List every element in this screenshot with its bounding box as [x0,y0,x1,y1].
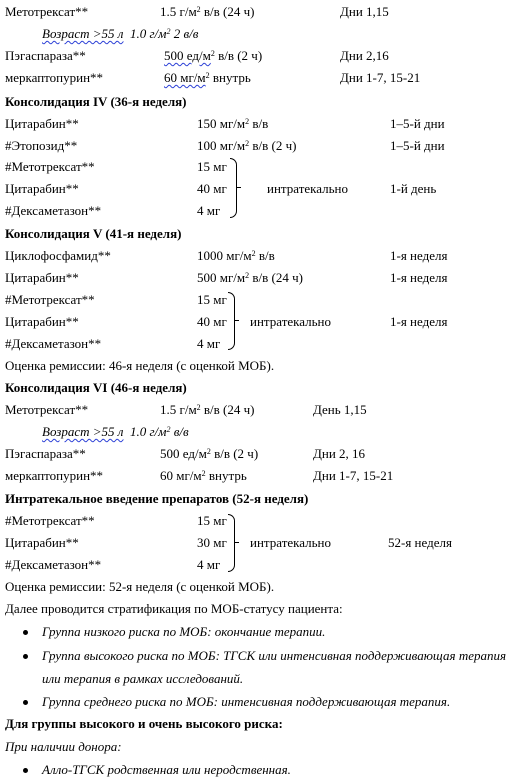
drug-dose: 1.5 $г/м^2$ в/в (24 ч) [160,4,255,19]
bullet-marker [23,700,28,705]
brace [230,158,237,218]
drug-days: Дни 1-7, 15-21 [313,468,394,483]
drug-dose: 1.5 $г/м^2$ в/в (24 ч) [160,402,255,417]
it-drug-name: #Метотрексат** [5,292,95,307]
drug-name: Пэгаспарaза** [5,446,86,461]
it-drug-name: #Дексаметазон** [5,336,102,351]
drug-name: меркаптопурин** [5,70,104,85]
drug-name: Цитарабин** [5,270,79,285]
it-drug-name: Цитарабин** [5,181,79,196]
section-heading: Интратекальное введение препаратов (52-я неделя) [5,491,309,506]
remission-note: Оценка ремиссии: 46-я неделя (с оценкой МОБ). [5,358,275,373]
drug-name: Метотрексат** [5,4,89,19]
drug-days: Дни 2, 16 [313,446,366,461]
it-drug-name: #Дексаметазон** [5,203,102,218]
bullet-marker [23,768,28,773]
drug-days: Дни 2,16 [340,48,389,63]
bullet-text: Алло-ТГСК родственная или неродственная. [42,762,291,777]
drug-days: 1-я неделя [390,248,448,263]
it-drug-dose: 15 мг [197,159,227,174]
bullet-marker [23,654,28,659]
drug-days: 1–5-й дни [390,116,445,131]
it-day: 52-я неделя [388,535,452,550]
drug-dose: 500 $мг/м^2$ в/в (24 ч) [197,270,303,285]
section-heading: Консолидация VI (46-я неделя) [5,380,187,395]
drug-dose: 150 $мг/м^2$ в/в [197,116,269,131]
drug-dose: 500 $ед/м^2$ в/в (2 ч) [164,48,263,63]
drug-name: Пэгаспарaза** [5,48,86,63]
it-drug-name: #Метотрексат** [5,159,95,174]
drug-days: 1-я неделя [390,270,448,285]
drug-dose: 100 $мг/м^2$ в/в (2 ч) [197,138,297,153]
bullet-text: Группа низкого риска по МОБ: окончание терапии. [42,624,326,639]
drug-days: Дни 1-7, 15-21 [340,70,421,85]
it-drug-dose: 4 мг [197,557,221,572]
drug-days: День 1,15 [313,402,367,417]
donor-note: При наличии донора: [5,739,122,754]
section-heading: Для группы высокого и очень высокого риска: [5,716,283,731]
drug-name: Метотрексат** [5,402,89,417]
it-drug-dose: 4 мг [197,203,221,218]
brace [228,514,235,572]
section-heading: Консолидация V (41-я неделя) [5,226,182,241]
age-note: Возраст >55 л 1.0 $г/м^2$ в/в [42,424,189,439]
bullet-text: Группа высокого риска по МОБ: ТГСК или интенсивная поддерживающая терапия [42,648,507,663]
it-day: 1-я неделя [390,314,448,329]
drug-name: Циклофосфамид** [5,248,111,263]
drug-dose: 500 $ед/м^2$ в/в (2 ч) [160,446,259,461]
it-drug-dose: 40 мг [197,181,227,196]
it-drug-dose: 15 мг [197,513,227,528]
drug-dose: 1000 $мг/м^2$ в/в [197,248,275,263]
it-drug-dose: 15 мг [197,292,227,307]
drug-name: Цитарабин** [5,116,79,131]
drug-name: #Этопозид** [5,138,78,153]
it-drug-name: Цитарабин** [5,535,79,550]
remission-note: Оценка ремиссии: 52-я неделя (с оценкой МОБ). [5,579,275,594]
bullet-text: или терапия в рамках исследований. [42,671,244,686]
drug-dose: 60 $мг/м^2$ внутрь [164,70,251,85]
it-drug-dose: 30 мг [197,535,227,550]
it-drug-dose: 40 мг [197,314,227,329]
it-drug-name: #Дексаметазон** [5,557,102,572]
it-route: интратекально [250,314,332,329]
drug-days: Дни 1,15 [340,4,389,19]
drug-dose: 60 $мг/м^2$ внутрь [160,468,247,483]
drug-days: 1–5-й дни [390,138,445,153]
it-drug-dose: 4 мг [197,336,221,351]
it-route: интратекально [250,535,332,550]
it-drug-name: Цитарабин** [5,314,79,329]
stratification-intro: Далее проводится стратификация по МОБ-статусу пациента: [5,601,343,616]
brace [228,292,235,350]
age-note: Возраст >55 л 1.0 $г/м^2$ 2 в/в [42,26,199,41]
section-heading: Консолидация IV (36-я неделя) [5,94,187,109]
bullet-marker [23,630,28,635]
it-route: интратекально [267,181,349,196]
drug-name: меркаптопурин** [5,468,104,483]
bullet-text: Группа среднего риска по МОБ: интенсивная поддерживающая терапия. [42,694,451,709]
it-day: 1-й день [390,181,437,196]
it-drug-name: #Метотрексат** [5,513,95,528]
